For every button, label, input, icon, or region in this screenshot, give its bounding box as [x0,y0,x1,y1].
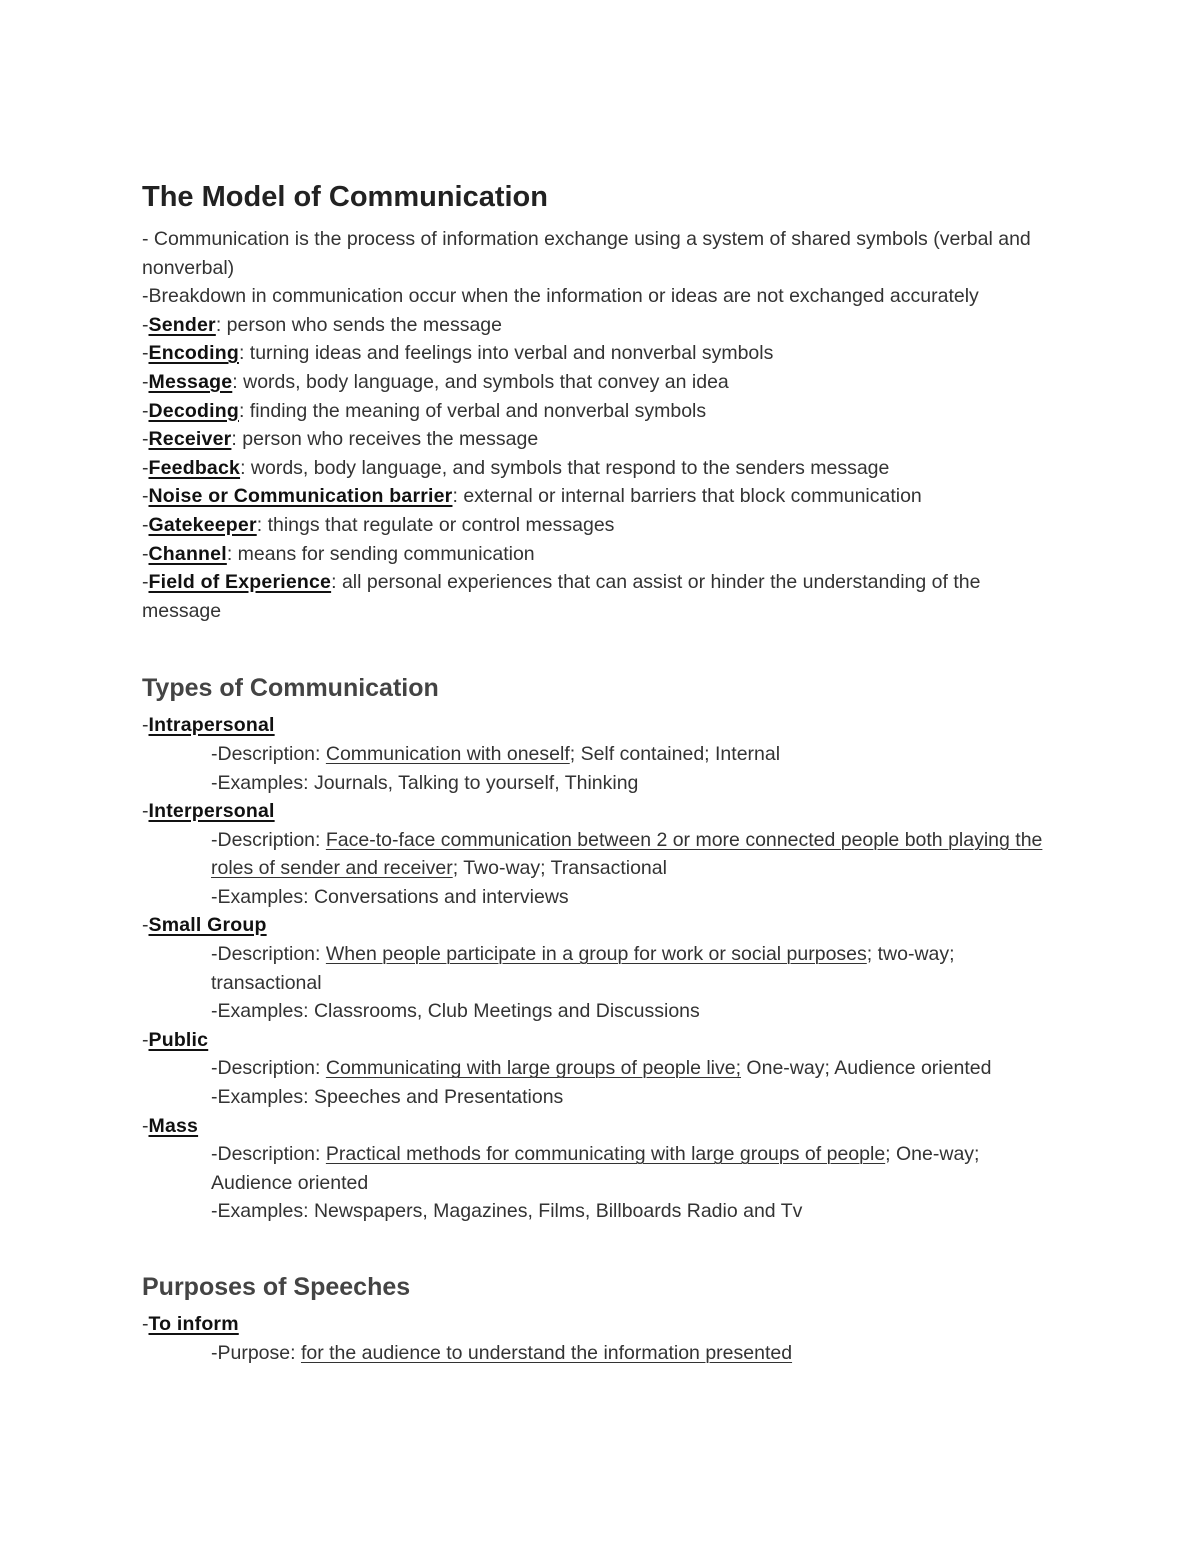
definition-text: : external or internal barriers that block communication [452,485,922,508]
definition-message: -Message: words, body language, and symbols that convey an idea [142,370,729,393]
definition-text: : things that regulate or control messages [256,513,615,536]
term-public: Public [148,1028,209,1051]
definition-text: : means for sending communication [226,542,535,565]
section-title-purposes: Purposes of Speeches [142,1273,411,1301]
type-heading-mass: -Mass [142,1114,199,1137]
description-rest: ; Self contained; Internal [569,742,781,765]
purpose-underlined: for the audience to understand the information presented [300,1341,793,1364]
term-interpersonal: Interpersonal [148,800,275,823]
definition-gatekeeper: -Gatekeeper: things that regulate or control messages [142,513,615,536]
term-decoding: Decoding [148,399,239,422]
term-gatekeeper: Gatekeeper [148,513,257,536]
definition-text: : all personal experiences that can assist or hinder the understanding of the message [142,571,981,622]
description-underlined: When people participate in a group for work or social purposes [325,943,867,966]
intro-paragraph-2: -Breakdown in communication occur when the information or ideas are not exchanged accurately [142,285,979,308]
description-underlined: Face-to-face communication between 2 or more connected people both playing the roles of sender and receiver [211,828,1043,880]
definition-receiver: -Receiver: person who receives the message [142,428,539,451]
type-heading-small-group: -Small Group [142,914,267,937]
type-description [142,940,1060,997]
type-description [142,740,1060,769]
term-noise: Noise or Communication barrier [148,485,453,508]
description-label: -Description: [211,1057,326,1080]
term-feedback: Feedback [148,456,241,479]
description-label: -Description: [211,828,326,851]
term-receiver: Receiver [148,428,232,451]
description-rest: One-way; Audience oriented [741,1057,992,1080]
description-label: -Description: [211,742,326,765]
definition-text: : person who receives the message [231,428,539,451]
description-rest: ; Two-way; Transactional [452,857,667,880]
type-heading-intrapersonal: -Intrapersonal [142,714,275,737]
type-description [142,1054,1060,1083]
definition-text: : person who sends the message [215,313,502,336]
term-sender: Sender [148,313,216,336]
term-encoding: Encoding [148,342,239,365]
description-rest: ; two-way; transactional [211,943,955,994]
type-examples: -Examples: Journals, Talking to yourself, Thinking [211,771,639,794]
term-small-group: Small Group [148,914,267,937]
type-description [142,826,1060,883]
definition-decoding: -Decoding: finding the meaning of verbal and nonverbal symbols [142,399,707,422]
type-examples: -Examples: Newspapers, Magazines, Films, Billboards Radio and Tv [211,1200,803,1223]
definition-field-of-experience: -Field of Experience: all personal experiences that can assist or hinder the understanding of the message [142,571,981,622]
definition-text: : finding the meaning of verbal and nonverbal symbols [238,399,707,422]
term-message: Message [148,370,233,393]
types-body [142,711,1060,1226]
definition-channel: -Channel: means for sending communication [142,542,535,565]
definition-text: : turning ideas and feelings into verbal and nonverbal symbols [238,342,774,365]
definition-sender: -Sender: person who sends the message [142,313,502,336]
model-body [142,225,1060,625]
type-examples: -Examples: Speeches and Presentations [211,1086,564,1109]
type-examples: -Examples: Conversations and interviews [211,885,569,908]
definition-feedback: -Feedback: words, body language, and symbols that respond to the senders message [142,456,890,479]
purpose-label: -Purpose: [211,1341,301,1364]
definition-noise: -Noise or Communication barrier: external or internal barriers that block communication [142,485,922,508]
intro-paragraph-1: - Communication is the process of information exchange using a system of shared symbols (verbal and nonverbal) [142,228,1031,279]
description-label: -Description: [211,1143,326,1166]
type-heading-public: -Public [142,1028,209,1051]
description-underlined: Communicating with large groups of people live; [325,1057,742,1080]
term-intrapersonal: Intrapersonal [148,714,275,737]
description-underlined: Practical methods for communicating with large groups of people [325,1143,886,1166]
term-to-inform: To inform [148,1313,239,1335]
definition-encoding: -Encoding: turning ideas and feelings into verbal and nonverbal symbols [142,342,774,365]
purpose-description [142,1339,1060,1368]
section-title-types: Types of Communication [142,674,439,703]
term-field-of-experience: Field of Experience [148,571,332,594]
term-channel: Channel [148,542,227,565]
description-label: -Description: [211,943,326,966]
type-heading-interpersonal: -Interpersonal [142,800,275,823]
type-examples: -Examples: Classrooms, Club Meetings and Discussions [211,1000,700,1023]
definition-text: : words, body language, and symbols that convey an idea [232,370,729,393]
purposes-body [142,1310,1060,1367]
description-rest: ; One-way; Audience oriented [211,1143,980,1194]
description-underlined: Communication with oneself [325,742,570,765]
section-title-model: The Model of Communication [142,181,548,213]
purpose-heading-to-inform: -To inform [142,1313,239,1335]
type-description [142,1140,1060,1197]
term-mass: Mass [148,1114,199,1137]
definition-text: : words, body language, and symbols that respond to the senders message [240,456,890,479]
